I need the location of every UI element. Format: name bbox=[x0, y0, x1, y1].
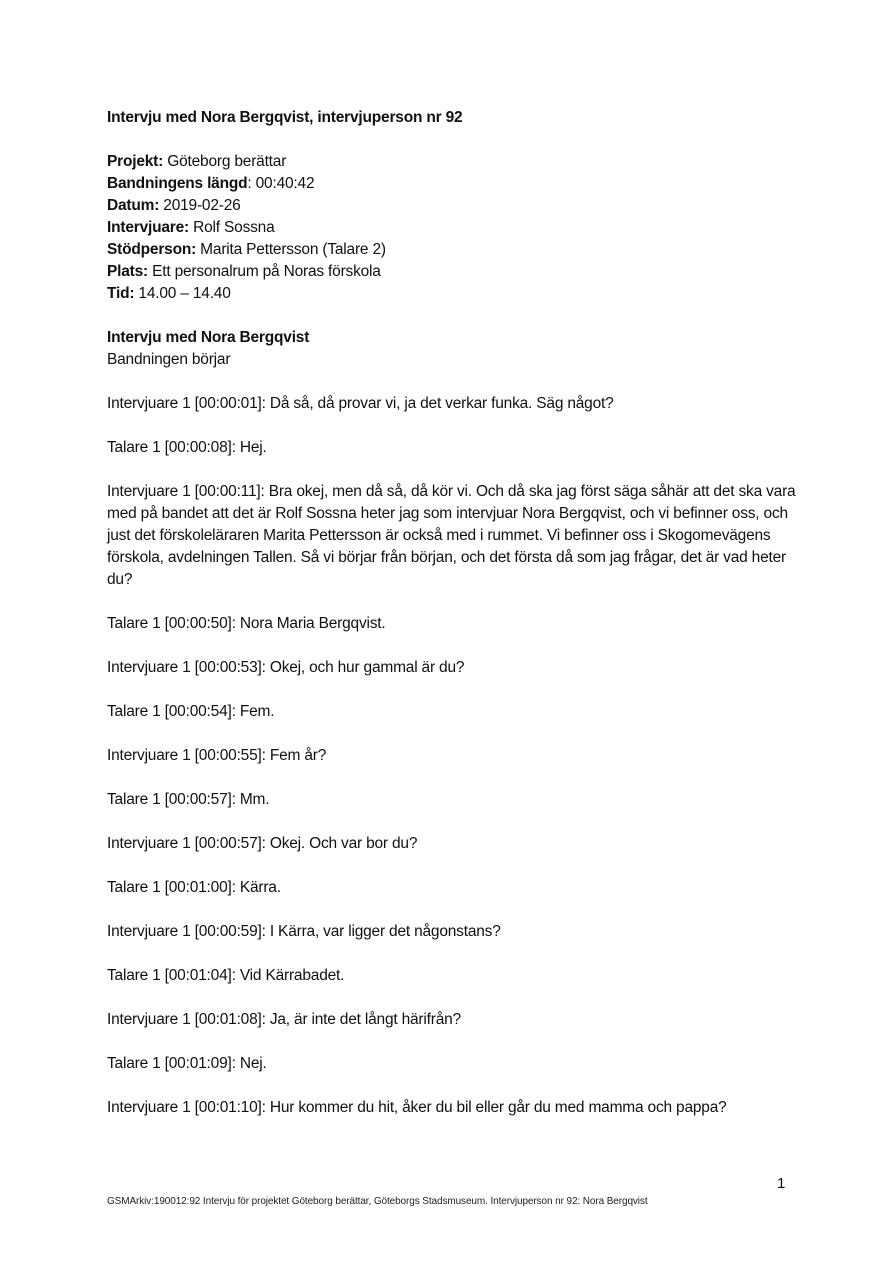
metadata-support-person bbox=[107, 239, 797, 261]
utterance: : Okej, och hur gammal är du? bbox=[261, 659, 465, 676]
transcript-turn bbox=[107, 613, 797, 635]
metadata-label: Stödperson: bbox=[107, 241, 197, 258]
speaker: Intervjuare 1 bbox=[107, 747, 191, 764]
transcript-turn bbox=[107, 393, 797, 415]
transcript bbox=[107, 393, 797, 1119]
utterance: : Fem år? bbox=[261, 747, 327, 764]
transcript-turn bbox=[107, 701, 797, 723]
transcript-turn bbox=[107, 965, 797, 987]
metadata-value: Ett personalrum på Noras förskola bbox=[148, 263, 381, 280]
metadata-label: Intervjuare: bbox=[107, 219, 190, 236]
utterance: : Bra okej, men då så, då kör vi. Och då ska jag först säga såhär att det ska vara med på bandet att det är Rolf Sossna heter jag som intervjuar Nora Bergqvist, och vi befinner oss, och just det förskoleläraren Marita Pettersson är också med i rummet. Vi befinner oss i Skogomevägens förskola, avdelningen Tallen. Så vi börjar från början, och det första då som jag frågar, det är vad heter du? bbox=[107, 483, 796, 588]
speaker: Talare 1 bbox=[107, 879, 161, 896]
timestamp: [00:01:04] bbox=[164, 967, 232, 984]
metadata-label: Projekt: bbox=[107, 153, 164, 170]
metadata-value: 14.00 – 14.40 bbox=[134, 285, 231, 302]
timestamp: [00:00:11] bbox=[194, 483, 261, 500]
metadata-value: 2019-02-26 bbox=[159, 197, 241, 214]
transcript-turn bbox=[107, 437, 797, 459]
metadata-date bbox=[107, 195, 797, 217]
metadata-value: Rolf Sossna bbox=[189, 219, 275, 236]
transcript-turn bbox=[107, 833, 797, 855]
document-title: Intervju med Nora Bergqvist, intervjuperson nr 92 bbox=[107, 109, 463, 126]
utterance: : Ja, är inte det långt härifrån? bbox=[261, 1011, 461, 1028]
speaker: Talare 1 bbox=[107, 703, 161, 720]
utterance: : Okej. Och var bor du? bbox=[261, 835, 418, 852]
speaker: Talare 1 bbox=[107, 1055, 161, 1072]
utterance: : Då så, då provar vi, ja det verkar funka. Säg något? bbox=[261, 395, 614, 412]
page-number: 1 bbox=[777, 1175, 786, 1192]
transcript-turn bbox=[107, 921, 797, 943]
timestamp: [00:00:54] bbox=[164, 703, 232, 720]
speaker: Talare 1 bbox=[107, 615, 161, 632]
transcript-turn bbox=[107, 745, 797, 767]
section-heading: Intervju med Nora Bergqvist bbox=[107, 329, 310, 346]
metadata-value: Göteborg berättar bbox=[163, 153, 287, 170]
speaker: Intervjuare 1 bbox=[107, 395, 191, 412]
utterance: : Nej. bbox=[231, 1055, 267, 1072]
metadata-value: Marita Pettersson (Talare 2) bbox=[196, 241, 386, 258]
speaker: Intervjuare 1 bbox=[107, 483, 191, 500]
speaker: Intervjuare 1 bbox=[107, 923, 191, 940]
speaker: Intervjuare 1 bbox=[107, 659, 191, 676]
timestamp: [00:00:57] bbox=[164, 791, 232, 808]
speaker: Talare 1 bbox=[107, 439, 161, 456]
transcript-turn bbox=[107, 481, 797, 591]
timestamp: [00:00:59] bbox=[194, 923, 262, 940]
speaker: Talare 1 bbox=[107, 791, 161, 808]
metadata-place bbox=[107, 261, 797, 283]
timestamp: [00:00:50] bbox=[164, 615, 232, 632]
metadata-interviewer bbox=[107, 217, 797, 239]
timestamp: [00:00:57] bbox=[194, 835, 262, 852]
speaker: Intervjuare 1 bbox=[107, 1011, 191, 1028]
utterance: : Hur kommer du hit, åker du bil eller går du med mamma och pappa? bbox=[261, 1099, 727, 1116]
metadata-label: Tid: bbox=[107, 285, 135, 302]
page-footer: GSMArkiv:190012:92 Intervju för projektet Göteborg berättar, Göteborgs Stadsmuseum. Intervjuperson nr 92: Nora Bergqvist bbox=[107, 1196, 648, 1207]
timestamp: [00:01:08] bbox=[194, 1011, 262, 1028]
timestamp: [00:01:00] bbox=[164, 879, 232, 896]
utterance: : Hej. bbox=[231, 439, 267, 456]
metadata-label: Datum: bbox=[107, 197, 160, 214]
section-subheading: Bandningen börjar bbox=[107, 351, 231, 368]
utterance: : Mm. bbox=[231, 791, 270, 808]
utterance: : Fem. bbox=[231, 703, 275, 720]
speaker: Intervjuare 1 bbox=[107, 1099, 191, 1116]
timestamp: [00:01:10] bbox=[194, 1099, 262, 1116]
timestamp: [00:00:01] bbox=[194, 395, 262, 412]
speaker: Talare 1 bbox=[107, 967, 161, 984]
document-page bbox=[107, 107, 797, 1141]
timestamp: [00:01:09] bbox=[164, 1055, 232, 1072]
transcript-turn bbox=[107, 877, 797, 899]
transcript-turn bbox=[107, 789, 797, 811]
utterance: : I Kärra, var ligger det någonstans? bbox=[261, 923, 501, 940]
transcript-turn bbox=[107, 657, 797, 679]
metadata-label: Plats: bbox=[107, 263, 149, 280]
transcript-turn bbox=[107, 1053, 797, 1075]
metadata-block bbox=[107, 151, 797, 305]
speaker: Intervjuare 1 bbox=[107, 835, 191, 852]
utterance: : Nora Maria Bergqvist. bbox=[231, 615, 386, 632]
metadata-recording-length bbox=[107, 173, 797, 195]
timestamp: [00:00:53] bbox=[194, 659, 262, 676]
timestamp: [00:00:55] bbox=[194, 747, 262, 764]
metadata-project bbox=[107, 151, 797, 173]
metadata-time bbox=[107, 283, 797, 305]
transcript-turn bbox=[107, 1009, 797, 1031]
metadata-label: Bandningens längd bbox=[107, 175, 248, 192]
metadata-value: : 00:40:42 bbox=[247, 175, 315, 192]
utterance: : Vid Kärrabadet. bbox=[231, 967, 345, 984]
timestamp: [00:00:08] bbox=[164, 439, 232, 456]
utterance: : Kärra. bbox=[231, 879, 281, 896]
transcript-turn bbox=[107, 1097, 797, 1119]
